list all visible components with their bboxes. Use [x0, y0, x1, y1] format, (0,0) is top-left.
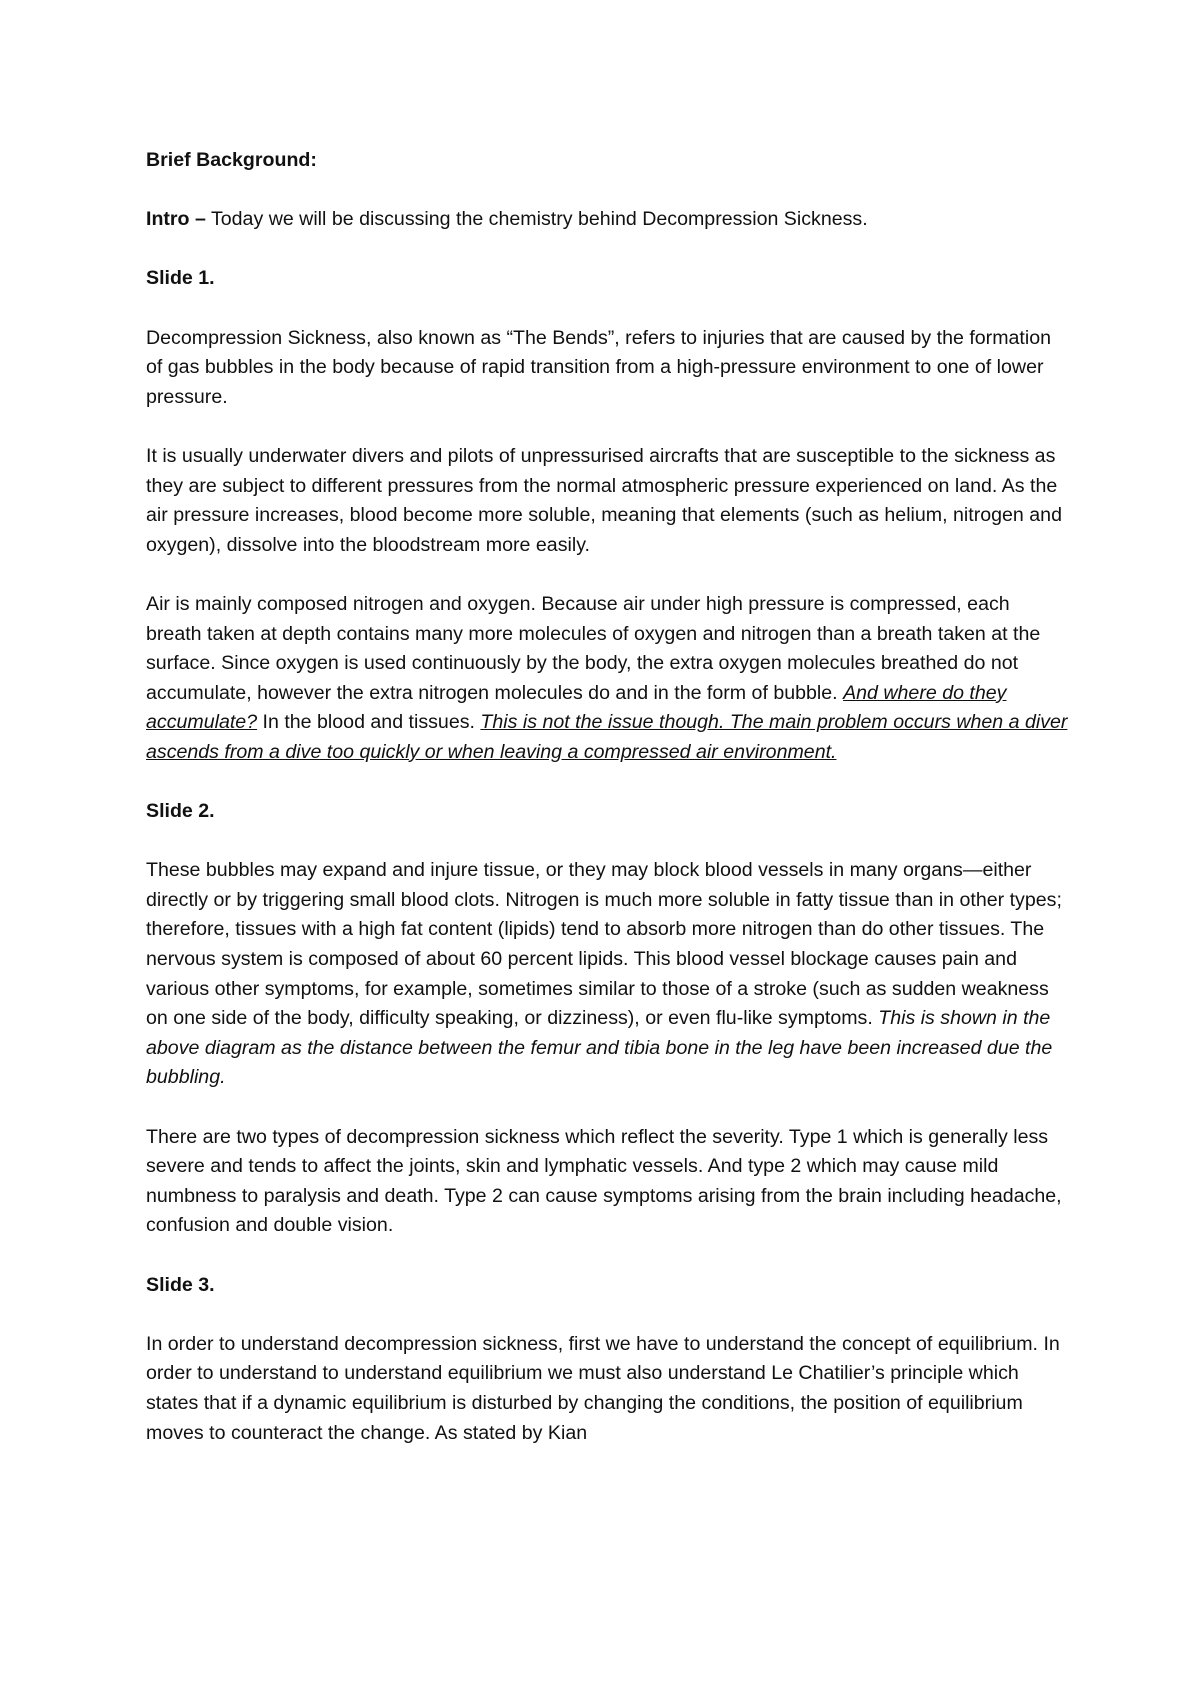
intro-paragraph	[146, 205, 1070, 235]
intro-label: Intro –	[146, 208, 206, 231]
slide-1-paragraph-1: Decompression Sickness, also known as “The Bends”, refers to injuries that are caused by the formation of gas bubbles in the body because of rapid transition from a high-pressure environment to one of lower pressure.	[146, 326, 1052, 408]
slide-2-heading: Slide 2.	[146, 800, 215, 823]
slide-1-p3-start: Air is mainly composed nitrogen and oxygen. Because air under high pressure is compressed, each breath taken at depth contains many more molecules of oxygen and nitrogen than a breath taken at the surface. Since oxygen is used continuously by the body, the extra oxygen molecules breathed do not accumulate, however the extra nitrogen molecules do and in the form of bubble.	[146, 592, 1041, 704]
intro-text: Today we will be discussing the chemistry behind Decompression Sickness.	[205, 208, 868, 231]
slide-1-p3-mid: In the blood and tissues.	[257, 711, 481, 734]
slide-2-paragraph-2: There are two types of decompression sickness which reflect the severity. Type 1 which is generally less severe and tends to affect the joints, skin and lymphatic vessels. And type 2 which may cause mild numbness to paralysis and death. Type 2 can cause symptoms arising from the brain including headache, confusion and double vision.	[146, 1125, 1062, 1237]
slide-2-p1-start: These bubbles may expand and injure tissue, or they may block blood vessels in many organs—either directly or by triggering small blood clots. Nitrogen is much more soluble in fatty tissue than in other types; therefore, tissues with a high fat content (lipids) tend to absorb more nitrogen than do other tissues. The nervous system is composed of about 60 percent lipids. This blood vessel blockage causes pain and various other symptoms, for example, sometimes similar to those of a stroke (such as sudden weakness on one side of the body, difficulty speaking, or dizziness), or even flu-like symptoms.	[146, 859, 1062, 1030]
slide-1-heading: Slide 1.	[146, 267, 215, 290]
brief-background-heading: Brief Background:	[146, 149, 317, 171]
slide-3-paragraph-1: In order to understand decompression sickness, first we have to understand the concept of equilibrium. In order to understand to understand equilibrium we must also understand Le Chatilier’s principle which states that if a dynamic equilibrium is disturbed by changing the conditions, the position of equilibrium moves to counteract the change. As stated by Kian	[146, 1332, 1060, 1444]
slide-2-paragraph-1	[146, 856, 1070, 1093]
slide-1-p3-question: And where do they accumulate?	[146, 681, 1007, 734]
slide-1-p3-end: This is not the issue though. The main problem occurs when a diver ascends from a dive too quickly or when leaving a compressed air environment.	[146, 711, 1068, 763]
document-page	[146, 146, 1070, 1478]
slide-1-paragraph-3	[146, 590, 1070, 768]
slide-3-heading: Slide 3.	[146, 1273, 215, 1296]
slide-2-p1-italic: This is shown in the above diagram as the distance between the femur and tibia bone in the leg have been increased due the bubbling.	[146, 1007, 1053, 1089]
slide-1-paragraph-2: It is usually underwater divers and pilots of unpressurised aircrafts that are susceptible to the sickness as they are subject to different pressures from the normal atmospheric pressure experienced on land. As the air pressure increases, blood become more soluble, meaning that elements (such as helium, nitrogen and oxygen), dissolve into the bloodstream more easily.	[146, 444, 1062, 556]
